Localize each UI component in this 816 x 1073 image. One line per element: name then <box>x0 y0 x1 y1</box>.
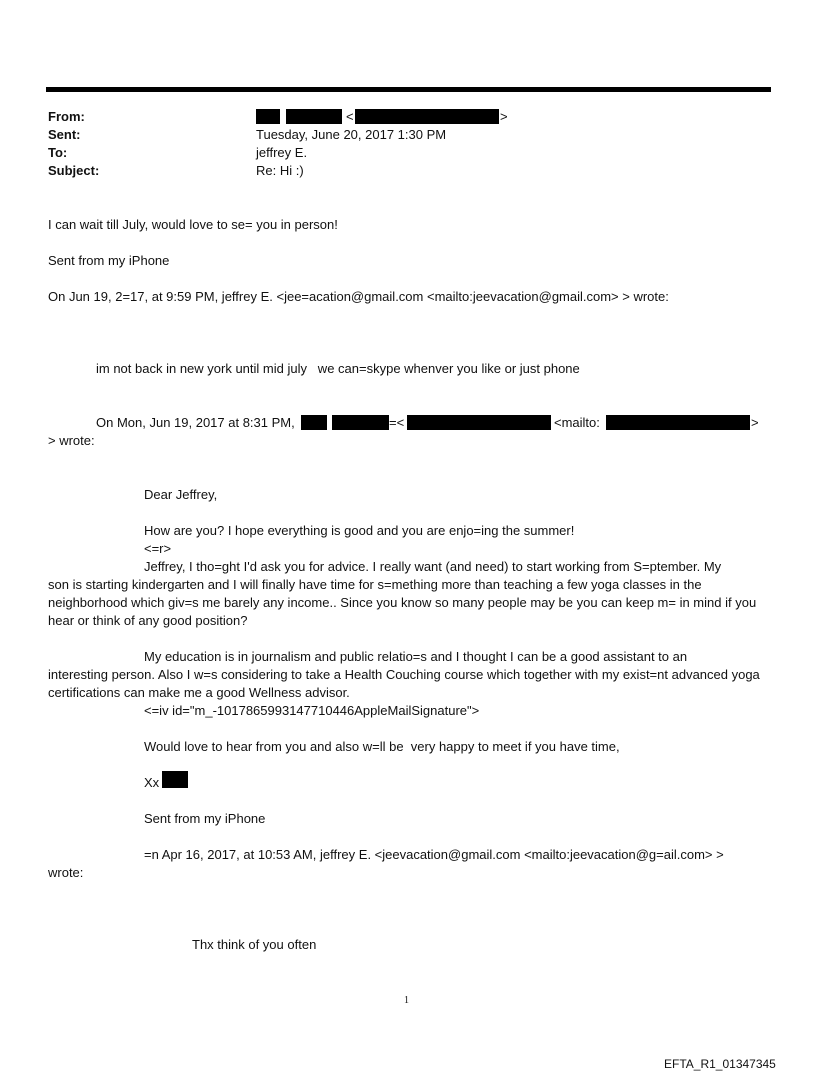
subject-value: Re: Hi :) <box>256 163 304 178</box>
to-value: jeffrey E. <box>256 145 308 160</box>
sent-value: Tuesday, June 20, 2017 1:30 PM <box>256 127 447 142</box>
redacted-block <box>332 415 389 430</box>
sent-label: Sent: <box>48 127 81 142</box>
to-label: To: <box>48 145 68 160</box>
quote-2-wrote: > wrote: <box>48 433 95 448</box>
quote-2-close-bracket: > <box>751 415 759 430</box>
paragraph-3-rest: interesting person. Also I w=s considering to take a Health Couching course which together with my exist=nt advanced yoga certifications can make me a good Wellness advisor. <box>48 667 760 700</box>
redacted-block <box>256 109 280 124</box>
redacted-block <box>286 109 342 124</box>
signature-line-2: Sent from my iPhone <box>144 811 266 826</box>
header-rule <box>46 87 771 92</box>
paragraph-2-first-line: Jeffrey, I tho=ght I'd ask you for advice. I really want (and need) to start working from S=ptember. My <box>144 559 722 574</box>
paragraph-4: Would love to hear from you and also w=ll be very happy to meet if you have time, <box>144 739 620 754</box>
from-email-close-bracket: > <box>500 109 508 124</box>
redacted-block <box>301 415 327 430</box>
quote-2-eq-bracket: =< <box>389 415 405 430</box>
greeting: Dear Jeffrey, <box>144 487 218 502</box>
paragraph-2-rest: son is starting kindergarten and I will finally have time for s=mething more than teaching a few yoga classes in the neighborhood which giv=s me barely any income.. Since you know so many people may be you can keep m= in mind if you hear or think of any good position? <box>48 577 757 628</box>
paragraph-3-first-line: My education is in journalism and public relatio=s and I thought I can be a good assistant to an <box>144 649 688 664</box>
from-label: From: <box>48 109 85 124</box>
paragraph-3-tag: <=iv id="m_-1017865993147710446AppleMailSignature"> <box>144 703 480 718</box>
redacted-block <box>606 415 750 430</box>
redacted-block <box>407 415 551 430</box>
quote-3-text: Thx think of you often <box>192 937 317 952</box>
quote-1-header: On Jun 19, 2=17, at 9:59 PM, jeffrey E. <jee=acation@gmail.com <mailto:jeevacation@gmail.com> > wrote: <box>48 289 669 304</box>
quote-1-text: im not back in new york until mid july we can=skype whenver you like or just phone <box>96 361 580 376</box>
subject-label: Subject: <box>48 163 100 178</box>
quote-3-header: =n Apr 16, 2017, at 10:53 AM, jeffrey E. <jeevacation@gmail.com <mailto:jeevacation@g=ail.com> > <box>144 847 724 862</box>
from-email-open-bracket: < <box>346 109 354 124</box>
quote-2-mailto: <mailto: <box>554 415 600 430</box>
signature-line-1: Sent from my iPhone <box>48 253 170 268</box>
redacted-block <box>162 771 188 788</box>
paragraph-1-tag: <=r> <box>144 541 172 556</box>
document-id: EFTA_R1_01347345 <box>664 1057 776 1071</box>
quote-3-wrote: wrote: <box>48 865 84 880</box>
body-line-1: I can wait till July, would love to se= you in person! <box>48 217 338 232</box>
redacted-block <box>355 109 499 124</box>
paragraph-1: How are you? I hope everything is good and you are enjo=ing the summer! <box>144 523 575 538</box>
page-number: 1 <box>404 995 409 1006</box>
quote-2-prefix: On Mon, Jun 19, 2017 at 8:31 PM, <box>96 415 295 430</box>
sign-off: Xx <box>144 775 160 790</box>
